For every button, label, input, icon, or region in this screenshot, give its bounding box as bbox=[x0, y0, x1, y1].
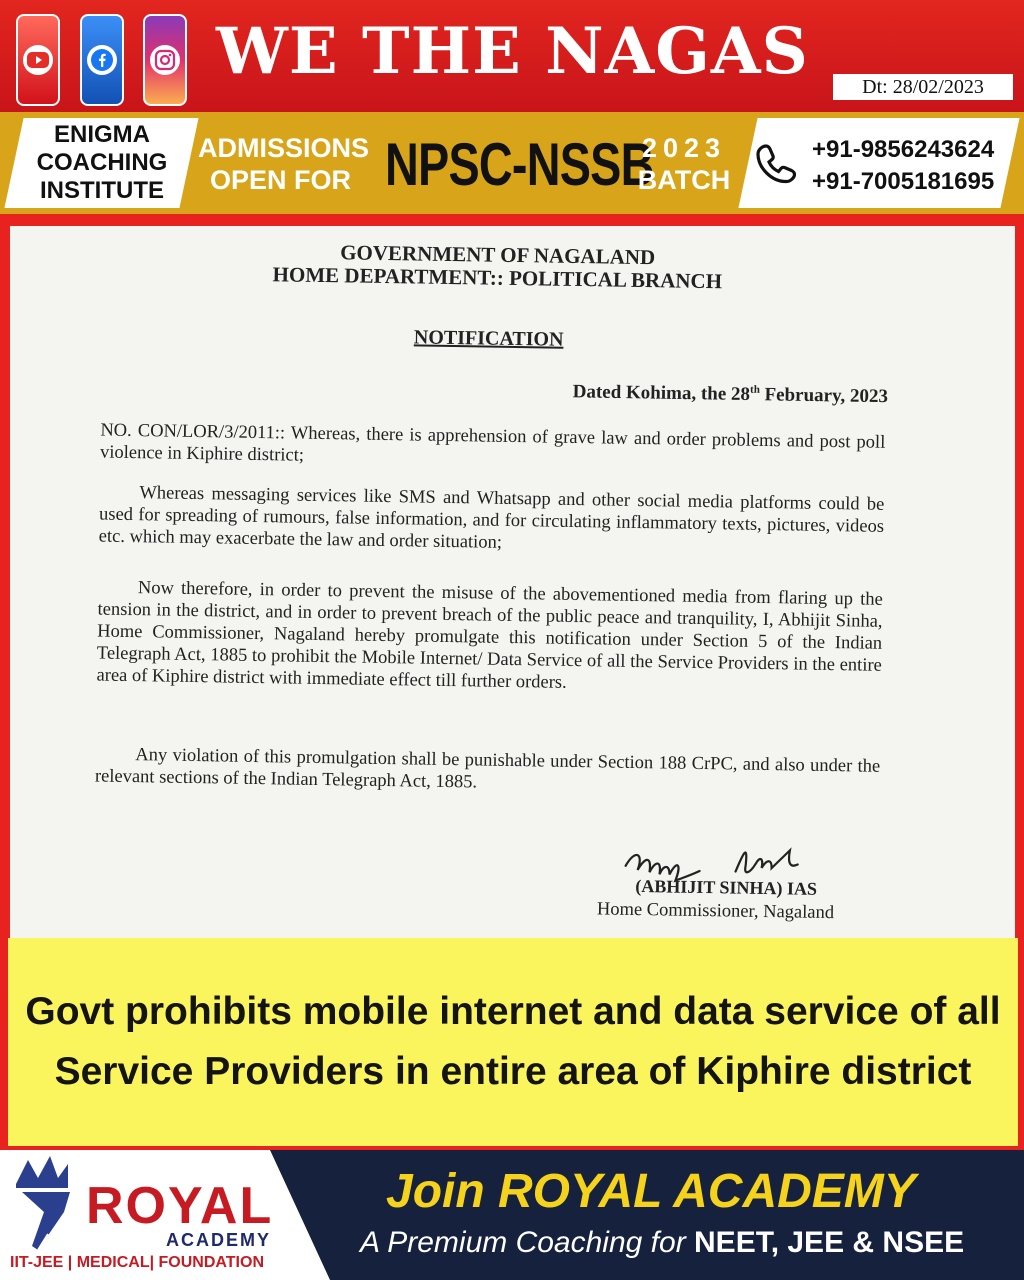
brand-streams: IIT-JEE | MEDICAL| FOUNDATION bbox=[10, 1254, 264, 1271]
institute-line: ENIGMA bbox=[54, 121, 150, 148]
headline-box bbox=[8, 938, 1018, 1146]
phone-number[interactable]: +91-7005181695 bbox=[812, 168, 995, 195]
gov-heading: GOVERNMENT OF NAGALAND bbox=[340, 240, 656, 270]
phone-numbers bbox=[812, 134, 994, 198]
batch-year: 2023 bbox=[641, 133, 727, 163]
youtube-icon bbox=[23, 45, 53, 75]
tagline-prefix: A Premium Coaching for bbox=[360, 1226, 695, 1259]
exam-name: NPSC-NSSB bbox=[385, 131, 654, 198]
tagline-exams: NEET, JEE & NSEE bbox=[694, 1226, 965, 1259]
batch-text bbox=[632, 132, 736, 196]
batch-label: BATCH bbox=[637, 165, 731, 195]
footer-ad[interactable] bbox=[0, 1150, 1024, 1280]
dated-sup: th bbox=[749, 383, 760, 396]
institute-line: INSTITUTE bbox=[40, 177, 164, 204]
tagline bbox=[360, 1226, 964, 1260]
paragraph: Whereas messaging services like SMS and Whatsapp and other social media platforms could be used for spreading of rumours, false information, and for circulating inflammatory texts, pictures, videos etc. which may exacerbate the law and order situation; bbox=[98, 483, 885, 553]
post-date: Dt: 28/02/2023 bbox=[833, 74, 1013, 100]
admissions-line: OPEN FOR bbox=[209, 165, 351, 195]
department-heading: HOME DEPARTMENT:: POLITICAL BRANCH bbox=[272, 262, 723, 294]
paragraph: NO. CON/LOR/3/2011:: Whereas, there is apprehension of grave law and order problems and post poll violence in Kiphire district; bbox=[99, 420, 886, 466]
ad-banner[interactable] bbox=[0, 112, 1024, 214]
admissions-text bbox=[198, 132, 370, 196]
youtube-button[interactable] bbox=[16, 14, 60, 106]
facebook-icon bbox=[87, 45, 117, 75]
headline-text: Govt prohibits mobile internet and data service of all Service Providers in entire area of Kiphire district bbox=[25, 990, 1001, 1093]
notification-document bbox=[10, 226, 1015, 946]
paragraph: Any violation of this promulgation shall be punishable under Section 188 CrPC, and also under the relevant sections of the Indian Telegraph Act, 1885. bbox=[94, 745, 881, 793]
facebook-button[interactable] bbox=[80, 14, 124, 106]
phone-number[interactable]: +91-9856243624 bbox=[812, 136, 995, 163]
institute-line: COACHING bbox=[36, 149, 168, 176]
instagram-button[interactable] bbox=[143, 14, 187, 106]
dated-suffix: February, 2023 bbox=[759, 384, 889, 408]
institute-name bbox=[18, 118, 186, 208]
brand-name: ROYAL bbox=[86, 1177, 274, 1235]
signatory-designation: Home Commissioner, Nagaland bbox=[596, 899, 835, 924]
paragraph: Now therefore, in order to prevent the misuse of the abovementioned media from flaring up the tension in the district, and in order to prevent breach of the public peace and tranquility, I, Abhijit Sinha, Home Commissioner, Nagaland hereby promulgate this notification under Section 5 of the Indian Telegraph Act, 1885 to prohibit the Mobile Internet/ Data Service of all the Service Providers in the entire area of Kiphire district with immediate effect till further orders. bbox=[96, 578, 883, 693]
dated-line bbox=[573, 381, 889, 408]
signatory-name: (ABHIJIT SINHA) IAS bbox=[635, 875, 818, 899]
crown-pen-logo-icon bbox=[8, 1154, 98, 1254]
admissions-line: ADMISSIONS bbox=[198, 133, 370, 163]
site-title: WE THE NAGAS bbox=[216, 14, 809, 89]
instagram-icon bbox=[150, 45, 180, 75]
dated-prefix: Dated Kohima, the 28 bbox=[572, 381, 751, 406]
header bbox=[0, 0, 1024, 112]
join-headline: Join ROYAL ACADEMY bbox=[386, 1165, 916, 1218]
phone-icon bbox=[754, 142, 798, 186]
brand-subtitle: ACADEMY bbox=[166, 1230, 272, 1250]
notification-heading: NOTIFICATION bbox=[413, 326, 564, 351]
